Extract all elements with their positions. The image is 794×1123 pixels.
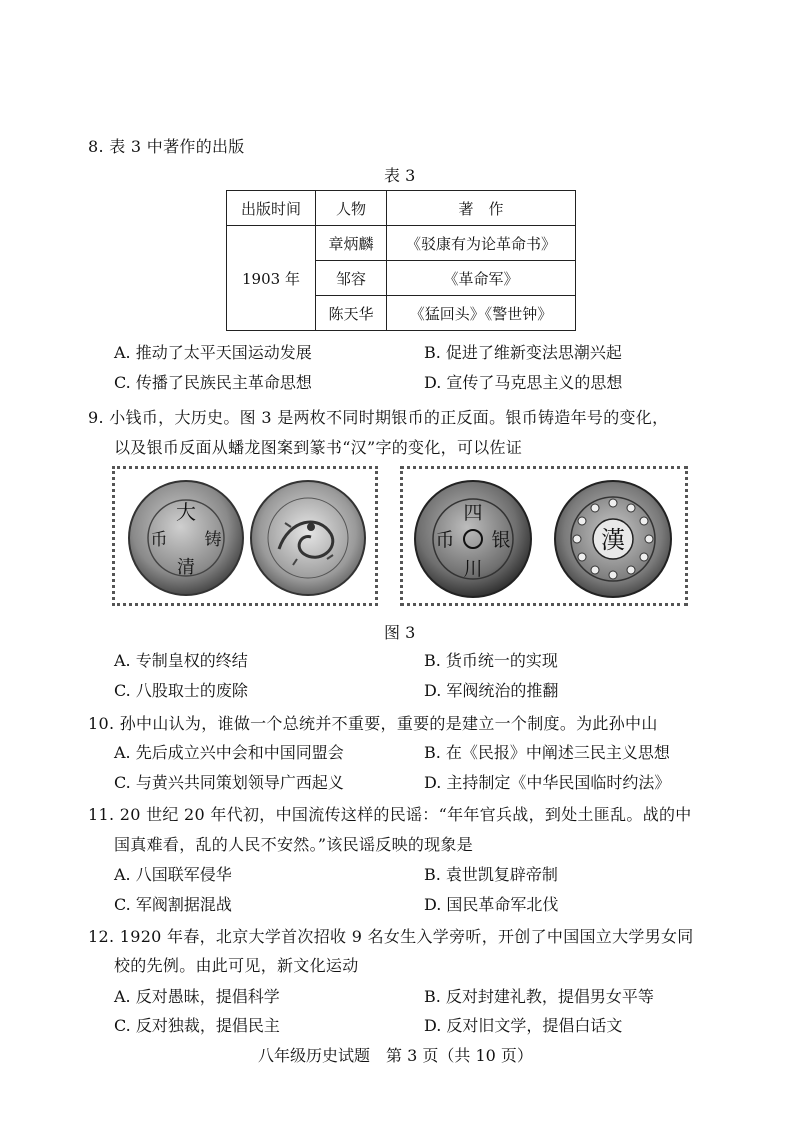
q11-option-d: D. 国民革命军北伐 (424, 895, 559, 914)
qing-coin-obverse (127, 479, 245, 597)
q11-line2: 国真难看，乱的人民不安然。”该民谣反映的现象是 (114, 835, 474, 854)
q10-option-b: B. 在《民报》中阐述三民主义思想 (424, 743, 670, 762)
q10-line1: 10. 孙中山认为，谁做一个总统并不重要，重要的是建立一个制度。为此孙中山 (88, 714, 658, 733)
coin-panel-sichuan (400, 466, 688, 606)
coin-char: 清 (177, 557, 195, 578)
q8-option-b: B. 促进了维新变法思潮兴起 (424, 343, 622, 362)
table-row (227, 226, 576, 261)
q9-line1: 9. 小钱币，大历史。图 3 是两枚不同时期银币的正反面。银币铸造年号的变化， (88, 408, 669, 427)
q8-option-d: D. 宣传了马克思主义的思想 (424, 373, 623, 392)
q12-option-b: B. 反对封建礼教，提倡男女平等 (424, 987, 654, 1006)
publication-table (226, 190, 576, 331)
coin-char: 银 (491, 529, 511, 551)
q9-option-b: B. 货币统一的实现 (424, 651, 558, 670)
q8-option-c: C. 传播了民族民主革命思想 (114, 373, 312, 392)
han-char: 漢 (601, 526, 625, 554)
header-work: 著 作 (387, 191, 576, 226)
q9-option-a: A. 专制皇权的终结 (114, 651, 248, 670)
q11-option-c: C. 军阀割据混战 (114, 895, 232, 914)
person-cell: 章炳麟 (316, 226, 387, 261)
sichuan-coin-obverse (413, 479, 533, 599)
figure-caption: 图 3 (384, 623, 416, 642)
q9-option-d: D. 军阀统治的推翻 (424, 681, 559, 700)
coin-char: 大 (176, 500, 196, 524)
sichuan-coin-han-reverse (553, 479, 673, 599)
q11-line1: 11. 20 世纪 20 年代初，中国流传这样的民谣：“年年官兵战，到处土匪乱。战的中 (88, 805, 692, 824)
coin-char: 铸 (204, 530, 222, 550)
year-cell: 1903 年 (227, 226, 316, 331)
person-cell: 陈天华 (316, 296, 387, 331)
q10-option-c: C. 与黄兴共同策划领导广西起义 (114, 773, 344, 792)
q8-stem: 8. 表 3 中著作的出版 (88, 137, 245, 156)
table-header-row (227, 191, 576, 226)
page-footer: 八年级历史试题 第 3 页（共 10 页） (258, 1046, 533, 1065)
q12-line1: 12. 1920 年春，北京大学首次招收 9 名女生入学旁听，开创了中国国立大学男女同 (88, 927, 694, 946)
header-person: 人物 (316, 191, 387, 226)
q12-option-a: A. 反对愚昧，提倡科学 (114, 987, 280, 1006)
q11-option-b: B. 袁世凯复辟帝制 (424, 865, 558, 884)
coin-char: 币 (150, 530, 168, 550)
q9-line2: 以及银币反面从蟠龙图案到篆书“汉”字的变化，可以佐证 (114, 438, 523, 457)
work-cell: 《猛回头》《警世钟》 (387, 296, 576, 331)
coin-panel-qing (112, 466, 378, 606)
q12-option-c: C. 反对独裁，提倡民主 (114, 1016, 280, 1035)
person-cell: 邹容 (316, 261, 387, 296)
work-cell: 《革命军》 (387, 261, 576, 296)
coin-char: 币 (435, 529, 455, 551)
q8-option-a: A. 推动了太平天国运动发展 (114, 343, 312, 362)
q9-option-c: C. 八股取士的废除 (114, 681, 248, 700)
q12-line2: 校的先例。由此可见，新文化运动 (114, 956, 359, 975)
work-cell: 《驳康有为论革命书》 (387, 226, 576, 261)
coin-char: 四 (463, 502, 483, 524)
coin-char: 川 (463, 558, 483, 580)
q12-option-d: D. 反对旧文学，提倡白话文 (424, 1016, 623, 1035)
table-caption: 表 3 (384, 166, 416, 185)
q11-option-a: A. 八国联军侵华 (114, 865, 232, 884)
q10-option-a: A. 先后成立兴中会和中国同盟会 (114, 743, 344, 762)
header-time: 出版时间 (227, 191, 316, 226)
qing-coin-dragon-reverse (249, 479, 367, 597)
q10-option-d: D. 主持制定《中华民国临时约法》 (424, 773, 671, 792)
